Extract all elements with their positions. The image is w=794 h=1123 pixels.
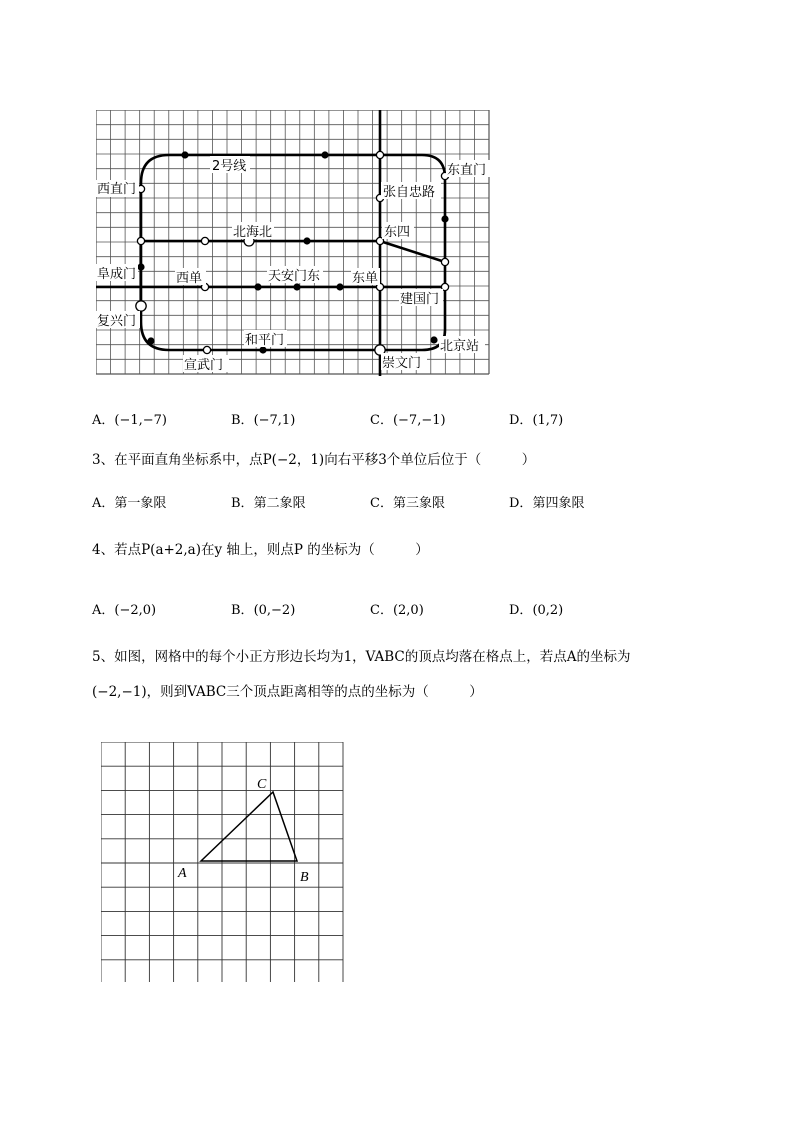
label-jianguomen: 建国门 [400, 292, 440, 307]
line-dongsi-link [380, 241, 445, 262]
station-xuanwumen [203, 346, 210, 353]
q2-option-d[interactable] [509, 409, 563, 428]
q3-option-a-value: 第一象限 [114, 496, 167, 511]
dot-fuchengmen [137, 263, 144, 270]
q2-option-c-letter: C． [370, 413, 393, 428]
label-chongwenmen: 崇文门 [382, 356, 422, 371]
dot-sw-corner [147, 337, 154, 344]
q2-option-b-value: (−7,1) [253, 413, 296, 428]
q4-option-b[interactable] [231, 599, 295, 618]
q3-option-d-letter: D． [509, 496, 533, 511]
q2-option-d-letter: D． [509, 413, 533, 428]
label-vertex-b: B [300, 870, 309, 885]
dot-ping-east [303, 237, 310, 244]
station-dong-link [441, 258, 448, 265]
station-line2-north [376, 151, 383, 158]
q3-option-c-value: 第三象限 [392, 496, 445, 511]
label-dongdan: 东单 [352, 271, 379, 286]
q4-option-c-value: (2,0) [392, 603, 424, 618]
q3-option-b-letter: B． [231, 496, 254, 511]
q4-option-d-value: (0,2) [532, 603, 564, 618]
q5-stem-line2: (−2,−1)，则到VABC三个顶点距离相等的点的坐标为（ ） [92, 684, 483, 700]
label-xizhimen: 西直门 [97, 182, 137, 197]
label-beihaibei: 北海北 [233, 225, 273, 240]
label-tiananmendong: 天安门东 [268, 269, 321, 284]
dot-north-1 [181, 151, 188, 158]
q2-option-b[interactable] [231, 409, 295, 428]
q3-option-a-letter: A． [92, 496, 115, 511]
dot-east-1 [441, 215, 448, 222]
q4-option-b-value: (0,−2) [253, 603, 296, 618]
subway-map-figure [96, 110, 492, 376]
label-vertex-c: C [257, 777, 267, 792]
q4-option-c[interactable] [370, 599, 424, 618]
label-fuchengmen: 阜成门 [97, 267, 137, 282]
q4-option-a-letter: A． [92, 603, 115, 618]
triangle-grid-figure [101, 742, 347, 986]
q4-option-a-value: (−2,0) [114, 603, 157, 618]
label-vertex-a: A [178, 866, 187, 881]
q4-option-b-letter: B． [231, 603, 254, 618]
q3-option-b[interactable] [231, 492, 306, 511]
q4-option-c-letter: C． [370, 603, 393, 618]
q4-option-d-letter: D． [509, 603, 533, 618]
label-zhangzizhonglu: 张自忠路 [383, 185, 436, 200]
label-hepingmen: 和平门 [245, 333, 285, 348]
q3-option-a[interactable] [92, 492, 166, 511]
label-xidan: 西单 [176, 271, 203, 286]
dot-chang-an-2 [293, 283, 300, 290]
q2-option-a[interactable] [92, 409, 167, 428]
dot-chang-an-3 [336, 283, 343, 290]
label-fuxingmen: 复兴门 [97, 314, 137, 329]
q4-option-a[interactable] [92, 599, 156, 618]
triangle-grid [101, 742, 343, 982]
q3-stem: 3、在平面直角坐标系中，点P(−2，1)向右平移3个单位后位于（ ） [92, 452, 536, 468]
triangle-abc [201, 792, 297, 861]
q3-option-d-value: 第四象限 [532, 496, 585, 511]
q3-option-c[interactable] [370, 492, 445, 511]
q3-option-c-letter: C． [370, 496, 393, 511]
q5-stem-line1: 5、如图，网格中的每个小正方形边长均为1，VABC的顶点均落在格点上，若点A的坐标为 [92, 649, 631, 665]
q3-option-b-value: 第二象限 [253, 496, 306, 511]
dot-north-2 [321, 151, 328, 158]
q2-option-b-letter: B． [231, 413, 254, 428]
label-dongsi: 东四 [384, 225, 411, 240]
label-dongzhimen: 东直门 [447, 163, 487, 178]
dot-chang-an-1 [254, 283, 261, 290]
q2-option-d-value: (1,7) [532, 413, 564, 428]
q2-option-c-value: (−7,−1) [392, 413, 446, 428]
dot-beijingzhan [430, 336, 437, 343]
station-fuxingmen [136, 301, 146, 311]
station-ping-mid [201, 237, 208, 244]
q2-option-a-value: (−1,−7) [114, 413, 167, 428]
label-beijingzhan: 北京站 [440, 339, 480, 354]
label-xuanwumen: 宣武门 [184, 358, 224, 373]
station-xi-ping [137, 237, 144, 244]
label-line2: 2号线 [212, 159, 247, 174]
q4-stem: 4、若点P(a+2,a)在y 轴上，则点P 的坐标为（ ） [92, 542, 429, 558]
q2-option-a-letter: A． [92, 413, 115, 428]
q4-option-d[interactable] [509, 599, 563, 618]
q3-option-d[interactable] [509, 492, 584, 511]
q2-option-c[interactable] [370, 409, 446, 428]
